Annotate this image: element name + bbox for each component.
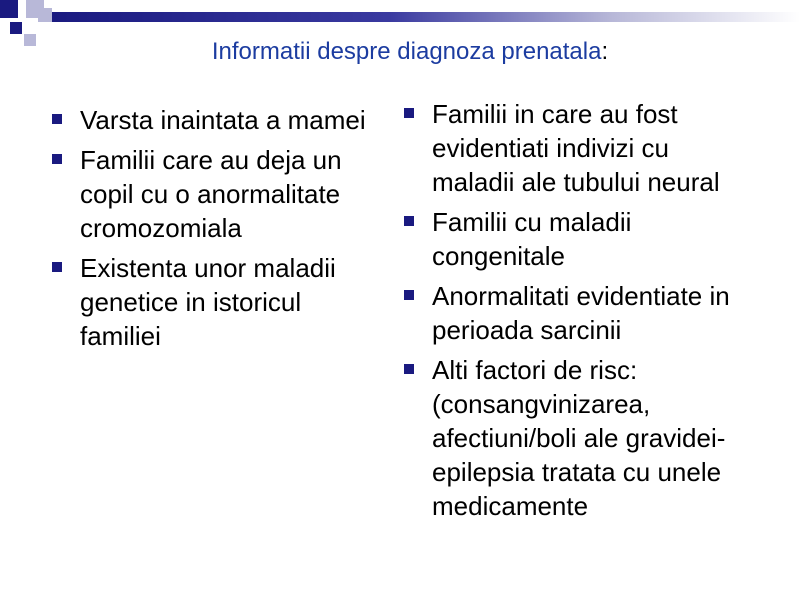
list-item <box>400 279 740 347</box>
list-item-text: Familii care au deja un copil cu o anormalitate cromozomiala <box>80 145 342 243</box>
square-bullet-icon <box>404 290 414 300</box>
list-item <box>48 251 368 353</box>
list-item-text: Varsta inaintata a mamei <box>80 105 366 135</box>
right-bullet-list <box>400 97 740 529</box>
header-band <box>52 12 800 22</box>
slide-title-colon: : <box>601 38 609 65</box>
left-bullet-list <box>48 103 368 359</box>
list-item <box>400 205 740 273</box>
square-bullet-icon <box>404 216 414 226</box>
decor-square-3 <box>38 8 52 22</box>
list-item <box>48 103 368 137</box>
square-bullet-icon <box>52 114 62 124</box>
list-item <box>400 97 740 199</box>
list-item-text: Anormalitati evidentiate in perioada sarcinii <box>432 281 730 345</box>
list-item-text: Existenta unor maladii genetice in istoricul familiei <box>80 253 336 351</box>
decor-square-4 <box>10 22 22 34</box>
list-item-text: Familii in care au fost evidentiati indivizi cu maladii ale tubului neural <box>432 99 720 197</box>
square-bullet-icon <box>404 364 414 374</box>
list-item <box>48 143 368 245</box>
slide-title-text: Informatii despre diagnoza prenatala <box>211 38 602 65</box>
square-bullet-icon <box>404 108 414 118</box>
square-bullet-icon <box>52 154 62 164</box>
slide-title <box>0 38 800 66</box>
list-item <box>400 353 740 523</box>
list-item-text: Alti factori de risc: (consangvinizarea, afectiuni/boli ale gravidei- epilepsia tratata cu unele medicamente <box>432 355 726 521</box>
decor-square-1 <box>0 0 18 18</box>
square-bullet-icon <box>52 262 62 272</box>
list-item-text: Familii cu maladii congenitale <box>432 207 632 271</box>
